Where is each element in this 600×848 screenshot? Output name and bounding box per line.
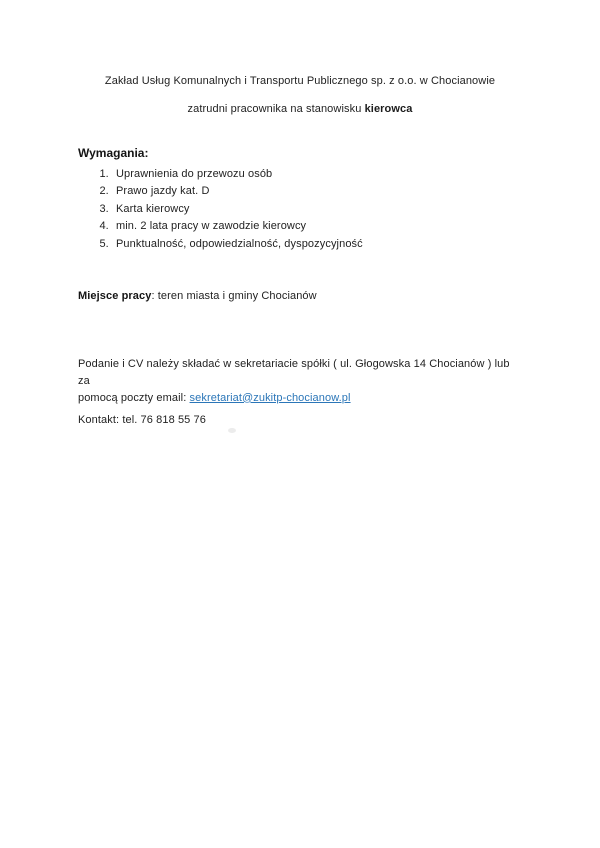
position-text: zatrudni pracownika na stanowisku	[187, 102, 365, 115]
position-name: kierowca	[364, 102, 413, 115]
requirement-item-5: 5. Punktualność, odpowiedzialność, dyspozycyjność	[112, 238, 600, 251]
workplace-value: : teren miasta i gminy Chocianów	[151, 289, 317, 302]
application-text-line2: pomocą poczty email:	[78, 391, 190, 404]
requirement-item-3: 3. Karta kierowcy	[112, 203, 600, 216]
company-title: Zakład Usług Komunalnych i Transportu Publicznego sp. z o.o. w Chocianowie	[104, 75, 496, 87]
email-link[interactable]: sekretariat@zukitp-chocianow.pl	[189, 391, 351, 404]
requirement-item-1: 1. Uprawnienia do przewozu osób	[112, 168, 600, 181]
workplace-line	[78, 289, 600, 304]
application-paragraph	[78, 356, 523, 407]
workplace-label: Miejsce pracy	[78, 289, 152, 302]
requirements-list	[0, 168, 600, 251]
requirement-item-2: 2. Prawo jazdy kat. D	[112, 185, 600, 198]
application-text-line1: Podanie i CV należy składać w sekretariacie spółki ( ul. Głogowska 14 Chocianów ) lub za	[78, 357, 510, 387]
job-position-line	[0, 102, 600, 117]
requirements-heading: Wymagania:	[78, 145, 149, 160]
contact-line: Kontakt: tel. 76 818 55 76	[78, 413, 206, 426]
scan-artifact	[228, 428, 236, 433]
requirement-item-4: 4. min. 2 lata pracy w zawodzie kierowcy	[112, 220, 600, 233]
